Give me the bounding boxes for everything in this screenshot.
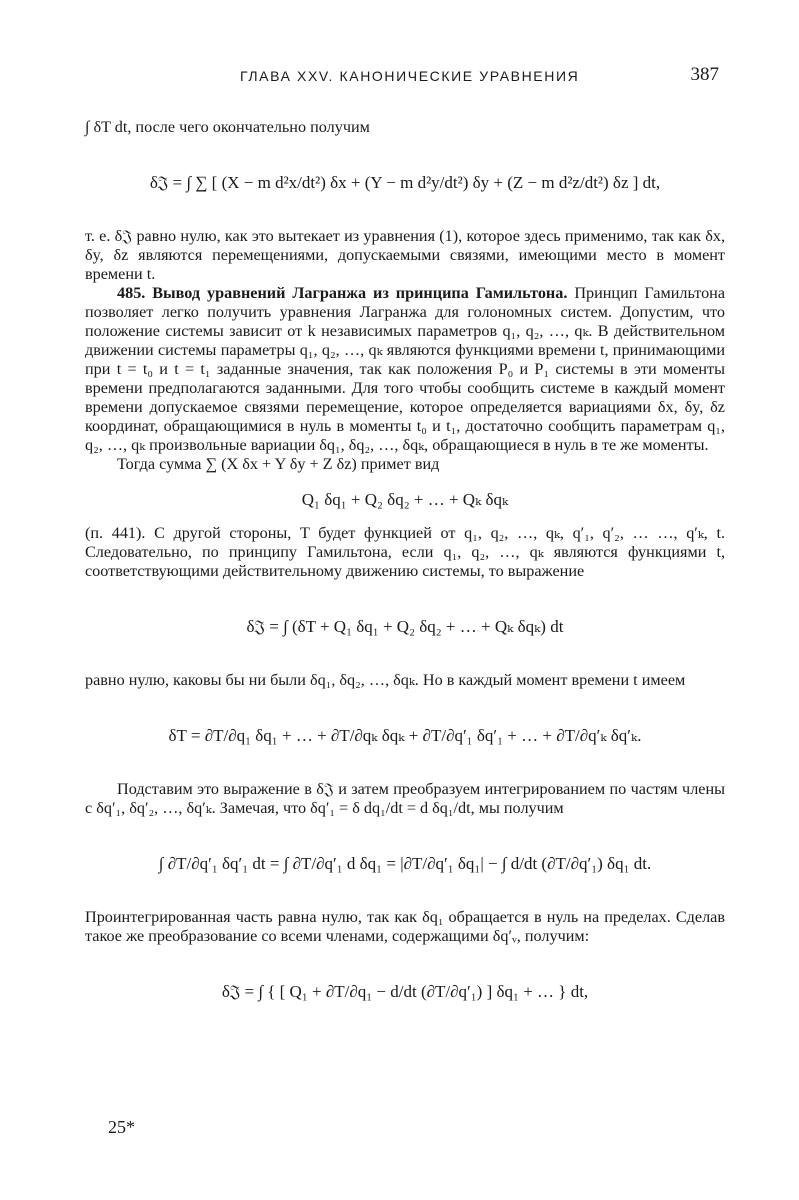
paragraph-integrated-part: Проинтегрированная часть равна нулю, так как δq₁ обращается в нуль на пределах. Сделав такое же преобразование со всеми членами, содержащими δq′ᵥ, получим: [85, 908, 725, 945]
equation-variation-sum: δ𝔍 = ∫ ∑ [ (X − m d²x/dt²) δx + (Y − m d²y/dt²) δy + (Z − m d²z/dt²) δz ] dt, [149, 172, 661, 192]
paragraph-sum: Тогда сумма ∑ (X δx + Y δy + Z δz) примет вид [117, 455, 440, 473]
equation-hamilton-integral: δ𝔍 = ∫ (δT + Q₁ δq₁ + Q₂ δq₂ + … + Qₖ δqₖ) dt [246, 616, 564, 636]
section-text: Принцип Гамильтона позволяет легко получить уравнения Лагранжа для голономных систем. Допустим, что положение системы зависит от k независимых параметров q₁, q₂, …, qₖ. В действительном движении системы параметры q₁, q₂, …, qₖ являются функциями времени t, принимающими при t = t₀ и t = t₁ заданные значения, так как положения P₀ и P₁ системы в эти моменты времени предполагаются заданными. Для того чтобы сообщить системе в каждый момент времени допускаемое связями перемещение, которое определяется вариациями δx, δy, δz координат, обращающимися в нуль в моменты t₀ и t₁, достаточно сообщить параметрам q₁, q₂, …, qₖ произвольные вариации δq₁, δq₂, …, δqₖ, обращающиеся в нуль в те же моменты. [85, 284, 726, 454]
equation-delta-t: δT = ∂T/∂q₁ δq₁ + … + ∂T/∂qₖ δqₖ + ∂T/∂q′₁ δq′₁ + … + ∂T/∂q′ₖ δq′ₖ. [168, 725, 642, 745]
page-number: 387 [690, 64, 719, 85]
paragraph-integration-by-parts: Подставим это выражение в δ𝔍 и затем преобразуем интегрированием по частям члены с δq′₁, δq′₂, …, δq′ₖ. Замечая, что δq′₁ = δ dq₁/dt = d δq₁/dt, мы получим [85, 780, 725, 817]
paragraph-arbitrary-variations: равно нулю, каковы бы ни были δq₁, δq₂, …, δqₖ. Но в каждый момент времени t имеем [85, 671, 686, 689]
equation-generalized-forces: Q₁ δq₁ + Q₂ δq₂ + … + Qₖ δqₖ [301, 489, 509, 509]
page-body [85, 118, 725, 1036]
paragraph-function-of-t: (п. 441). С другой стороны, T будет функцией от q₁, q₂, …, qₖ, q′₁, q′₂, … …, q′ₖ, t. Следовательно, по принципу Гамильтона, если q₁, q₂, …, qₖ являются функциями t, соответствующими действительному движению системы, то выражение [85, 524, 725, 580]
paragraph-intro: ∫ δT dt, после чего окончательно получим [85, 118, 370, 136]
running-head: ГЛАВА XXV. КАНОНИЧЕСКИЕ УРАВНЕНИЯ [240, 68, 580, 84]
paragraph-zero-variation: т. е. δ𝔍 равно нулю, как это вытекает из уравнения (1), которое здесь применимо, так как δx, δy, δz являются перемещениями, допускаемыми связями, имеющими место в момент времени t. [85, 227, 725, 283]
printer-signature: 25* [108, 1117, 135, 1137]
equation-final: δ𝔍 = ∫ { [ Q₁ + ∂T/∂q₁ − d/dt (∂T/∂q′₁) ] δq₁ + … } dt, [221, 981, 589, 1001]
section-title: 485. Вывод уравнений Лагранжа из принципа Гамильтона. [117, 284, 568, 302]
equation-parts: ∫ ∂T/∂q′₁ δq′₁ dt = ∫ ∂T/∂q′₁ d δq₁ = |∂T/∂q′₁ δq₁| − ∫ d/dt (∂T/∂q′₁) δq₁ dt. [158, 853, 652, 873]
paragraph-section-485 [85, 284, 725, 455]
page-header [0, 64, 799, 90]
